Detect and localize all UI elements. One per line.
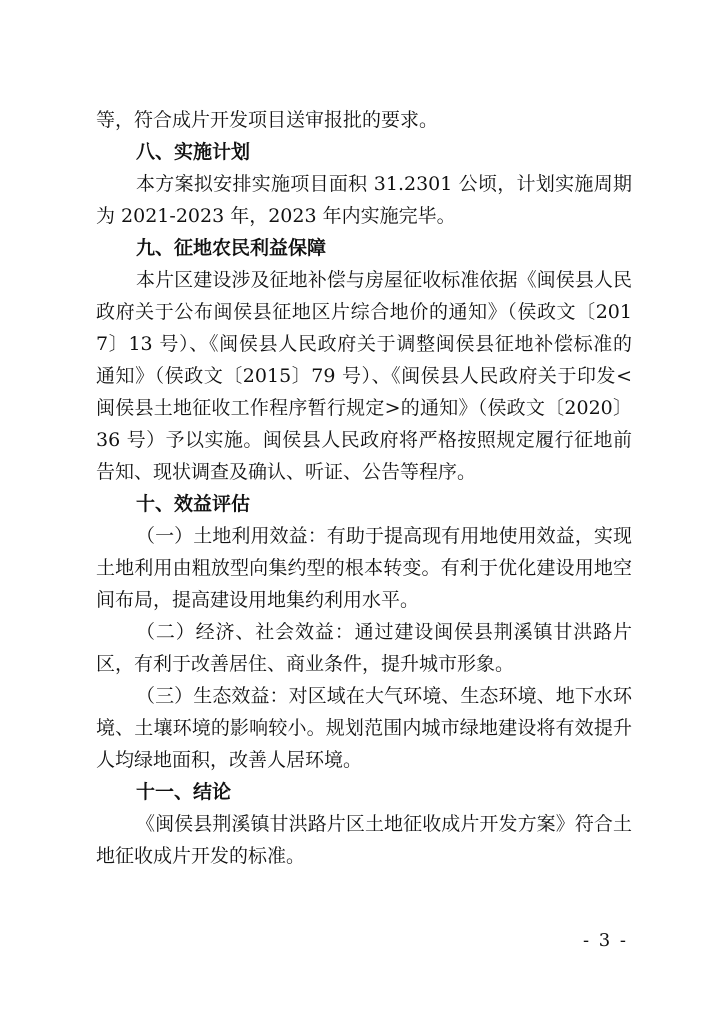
paragraph-implementation-plan: 本方案拟安排实施项目面积 31.2301 公顷，计划实施周期为 2021-2023 年，2023 年内实施完毕。 [96,173,632,227]
page-number: - 3 - [582,930,628,951]
paragraph-continuation: 等，符合成片开发项目送审报批的要求。 [96,109,439,131]
document-body [96,104,632,872]
heading-conclusion: 十一、结论 [136,781,232,803]
paragraph-conclusion: 《闽侯县荆溪镇甘洪路片区土地征收成片开发方案》符合土地征收成片开发的标准。 [96,813,632,867]
heading-farmer-rights: 九、征地农民利益保障 [136,237,327,259]
heading-benefit-evaluation: 十、效益评估 [136,493,251,515]
paragraph-land-use-benefit: （一）土地利用效益：有助于提高现有用地使用效益，实现土地利用由粗放型向集约型的根本转变。有利于优化建设用地空间布局，提高建设用地集约利用水平。 [96,525,632,611]
paragraph-economic-social-benefit: （二）经济、社会效益：通过建设闽侯县荆溪镇甘洪路片区，有利于改善居住、商业条件，提升城市形象。 [96,621,632,675]
heading-implementation-plan: 八、实施计划 [136,141,251,163]
paragraph-ecological-benefit: （三）生态效益：对区域在大气环境、生态环境、地下水环境、土壤环境的影响较小。规划范围内城市绿地建设将有效提升人均绿地面积，改善人居环境。 [96,685,632,771]
paragraph-farmer-rights: 本片区建设涉及征地补偿与房屋征收标准依据《闽侯县人民政府关于公布闽侯县征地区片综合地价的通知》（侯政文〔2017〕13 号）、《闽侯县人民政府关于调整闽侯县征地补偿标准的通知》（侯政文〔2015〕79 号）、《闽侯县人民政府关于印发<闽侯县土地征收工作程序暂行规定>的通知》（侯政文〔2020〕36 号）予以实施。闽侯县人民政府将严格按照规定履行征地前告知、现状调查及确认、听证、公告等程序。 [96,269,632,483]
